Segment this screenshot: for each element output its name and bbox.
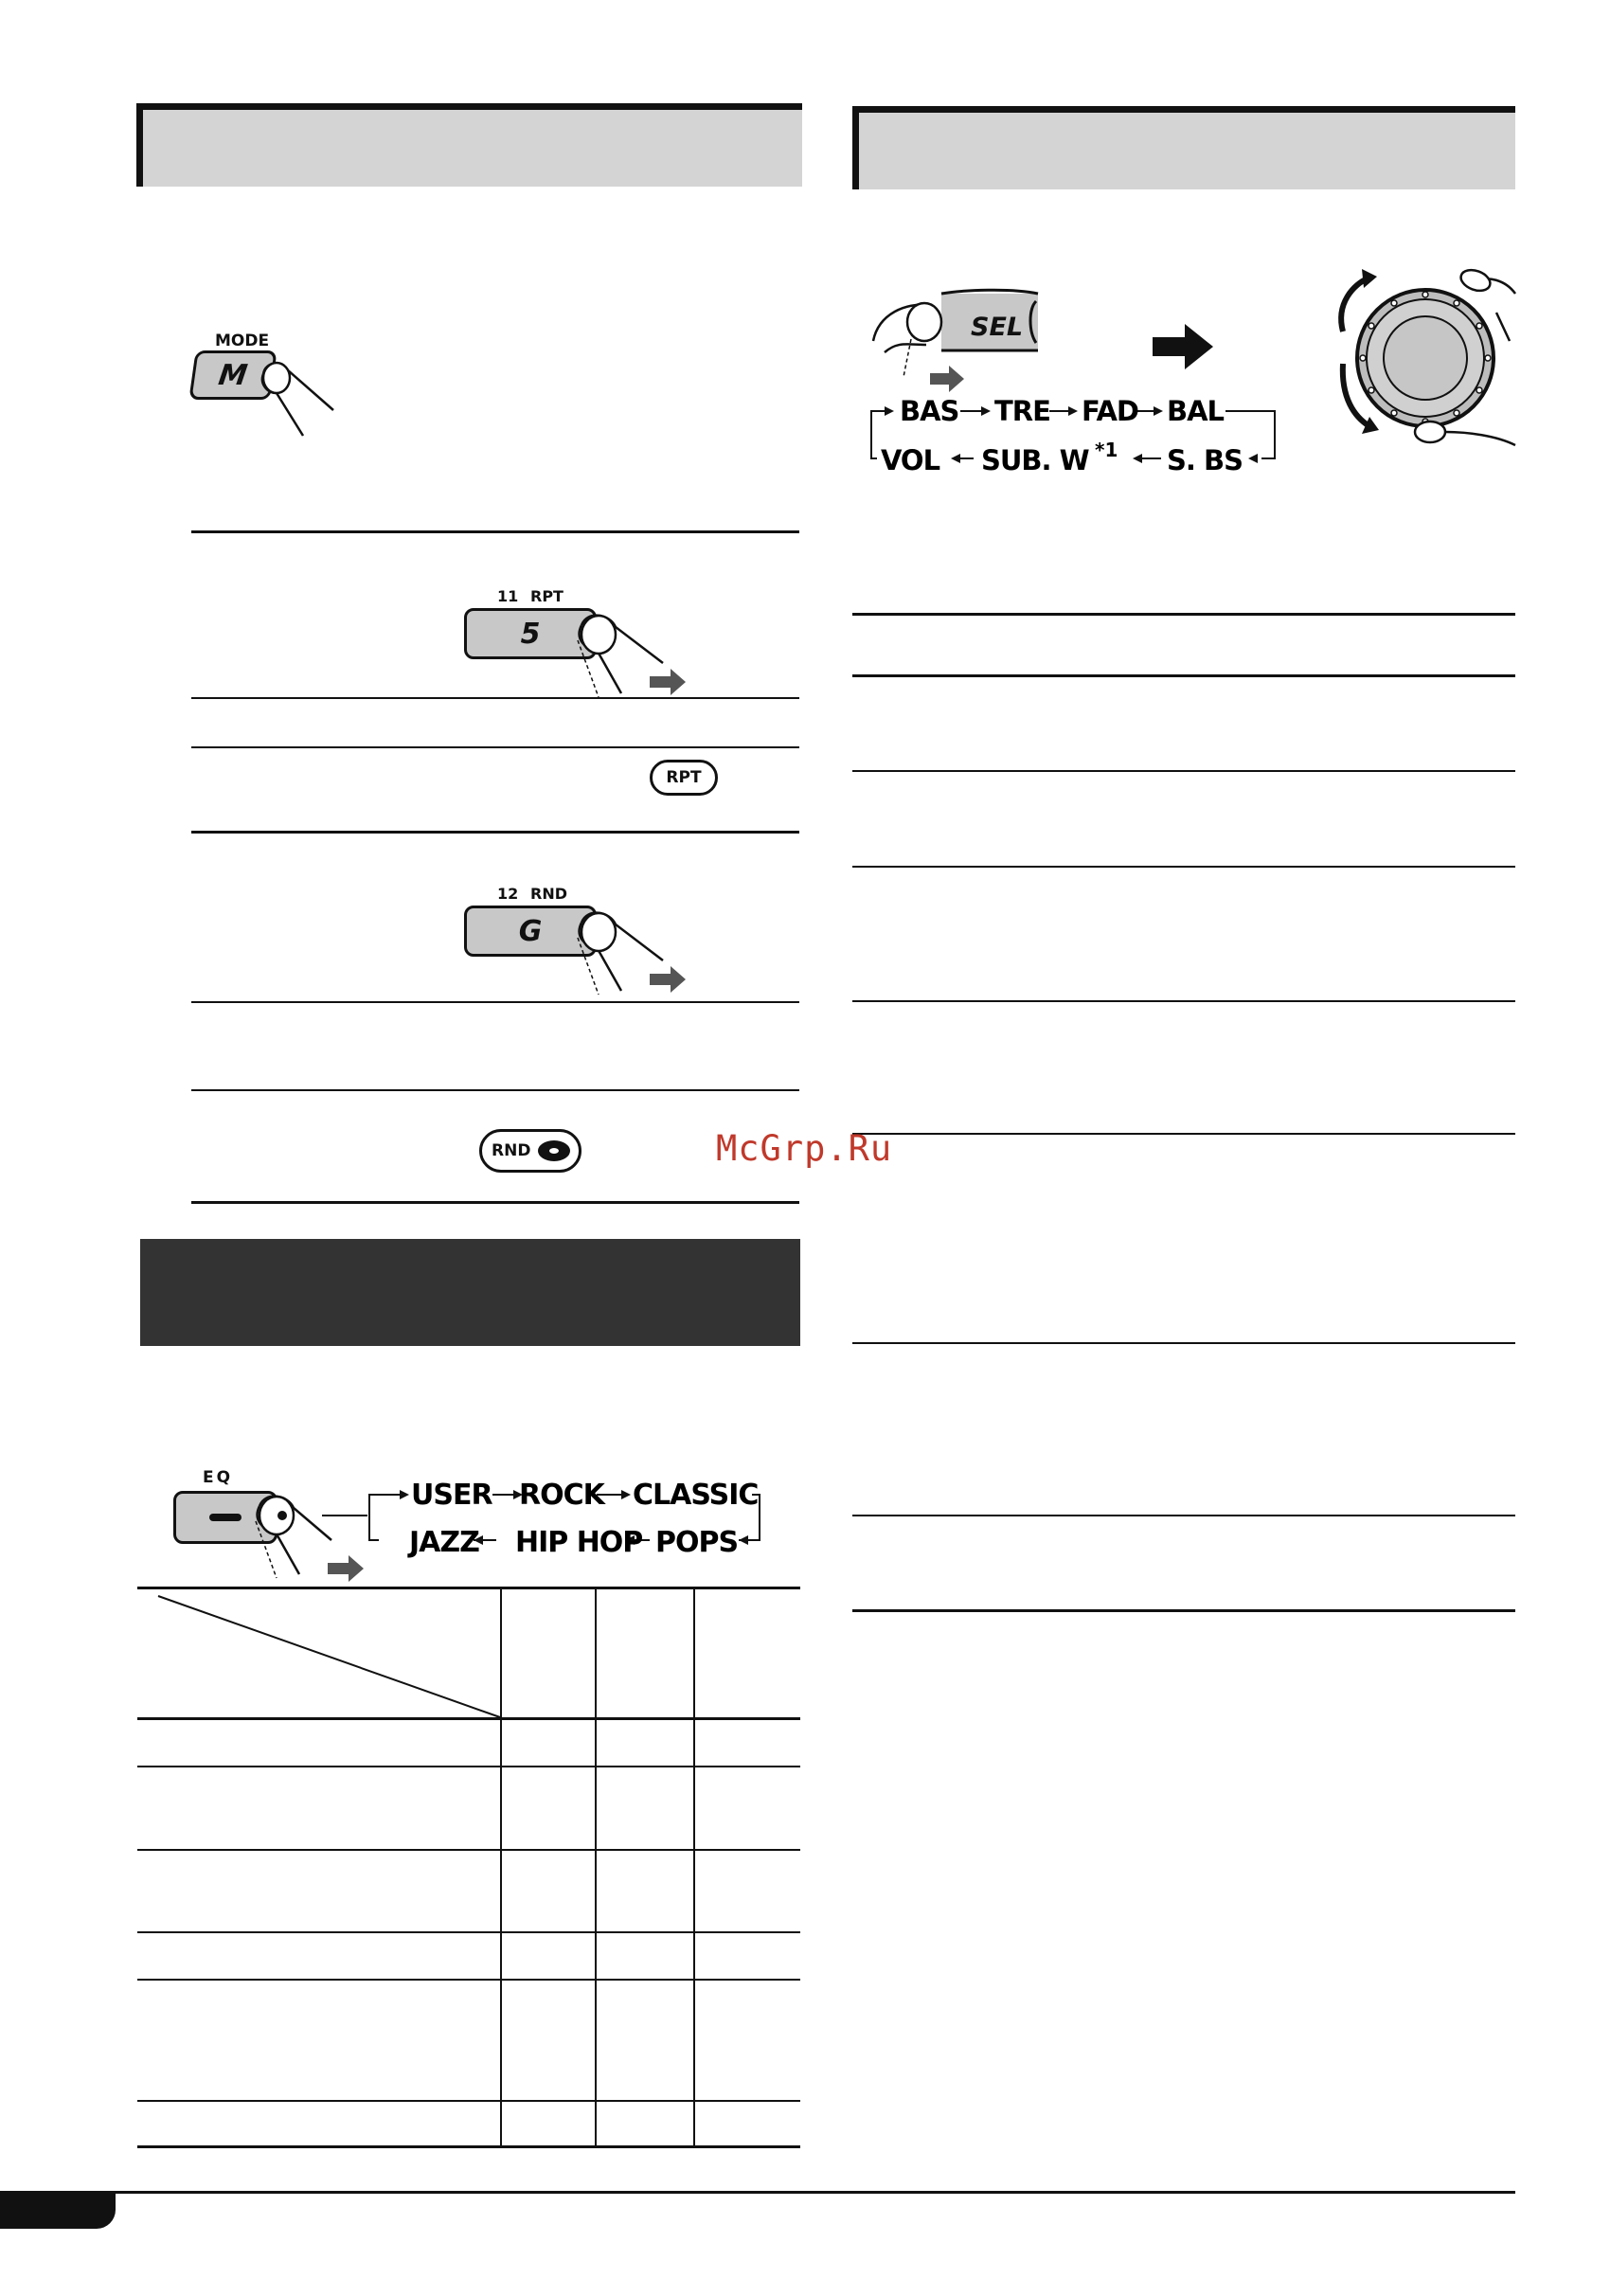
- eq-caption: EQ: [203, 1468, 234, 1487]
- eq-mode-user: USER: [411, 1479, 492, 1512]
- table-diagonal-divider: [137, 1587, 502, 1719]
- rule: [852, 1609, 1515, 1612]
- section-header-dark: [140, 1239, 800, 1346]
- rule: [191, 831, 799, 834]
- rule: [191, 1001, 799, 1003]
- rule: [852, 1000, 1515, 1002]
- page-number-tab: [0, 2191, 116, 2229]
- rule: [191, 1201, 799, 1204]
- sound-item-bas: BAS: [900, 395, 959, 427]
- table-row-divider: [137, 1931, 800, 1933]
- eq-mode-classic: CLASSIC: [633, 1479, 759, 1512]
- mode-caption: MODE: [215, 332, 270, 350]
- sound-item-sub-w: SUB. W: [981, 444, 1089, 476]
- rule: [191, 1089, 799, 1091]
- rule: [852, 1342, 1515, 1344]
- sound-item-tre: TRE: [994, 395, 1050, 427]
- random-number: 12: [497, 885, 519, 903]
- rnd-indicator-label: RND: [492, 1141, 531, 1160]
- rpt-indicator-icon: RPT: [650, 760, 718, 796]
- sound-item-vol: VOL: [881, 444, 940, 476]
- rule: [852, 866, 1515, 868]
- eq-mode-pops: POPS: [655, 1526, 739, 1559]
- rule: [852, 1133, 1515, 1135]
- sound-item-s-bs: S. BS: [1167, 444, 1243, 476]
- footnote-mark: *1: [1095, 439, 1118, 461]
- sel-button[interactable]: SEL: [971, 313, 1024, 342]
- random-caption: RND: [530, 885, 567, 903]
- eq-minus-icon: [209, 1514, 242, 1521]
- table-col-divider: [595, 1587, 597, 2147]
- arrow-right-icon: [1151, 322, 1217, 371]
- eq-mode-jazz: JAZZ: [409, 1526, 479, 1559]
- rule: [191, 697, 799, 699]
- rnd-indicator-icon: [479, 1129, 581, 1173]
- rule: [852, 770, 1515, 772]
- table-border: [137, 2145, 800, 2148]
- sound-item-bal: BAL: [1167, 395, 1225, 427]
- rule: [852, 1515, 1515, 1516]
- repeat-caption: RPT: [530, 587, 564, 605]
- eq-mode-rock: ROCK: [519, 1479, 604, 1512]
- control-dial-icon: [1316, 265, 1525, 464]
- table-row-divider: [137, 1979, 800, 1981]
- rule: [852, 674, 1515, 677]
- finger-press-icon: [256, 355, 341, 440]
- rule: [852, 613, 1515, 616]
- sound-cycle-diagram: [862, 390, 1288, 485]
- table-row-divider: [137, 1849, 800, 1851]
- watermark: McGrp.Ru: [716, 1128, 893, 1169]
- footer-rule: [0, 2191, 1515, 2194]
- table-col-divider: [693, 1587, 695, 2147]
- eq-cycle-diagram: [322, 1466, 767, 1570]
- finger-slide-icon: [568, 904, 701, 998]
- repeat-button[interactable]: 5: [464, 608, 597, 659]
- eq-mode-hip-hop: HIP HOP: [515, 1526, 643, 1559]
- disc-icon: [536, 1139, 572, 1163]
- rule: [191, 746, 799, 748]
- random-button[interactable]: G: [464, 906, 597, 957]
- table-row-divider: [137, 2100, 800, 2102]
- finger-slide-icon: [568, 606, 701, 701]
- mode-button[interactable]: M: [188, 350, 277, 400]
- section-header-left: [136, 103, 802, 187]
- repeat-number: 11: [497, 587, 519, 605]
- rule: [191, 530, 799, 533]
- table-row-divider: [137, 1766, 800, 1767]
- sound-item-fad: FAD: [1082, 395, 1138, 427]
- section-header-right: [852, 106, 1515, 189]
